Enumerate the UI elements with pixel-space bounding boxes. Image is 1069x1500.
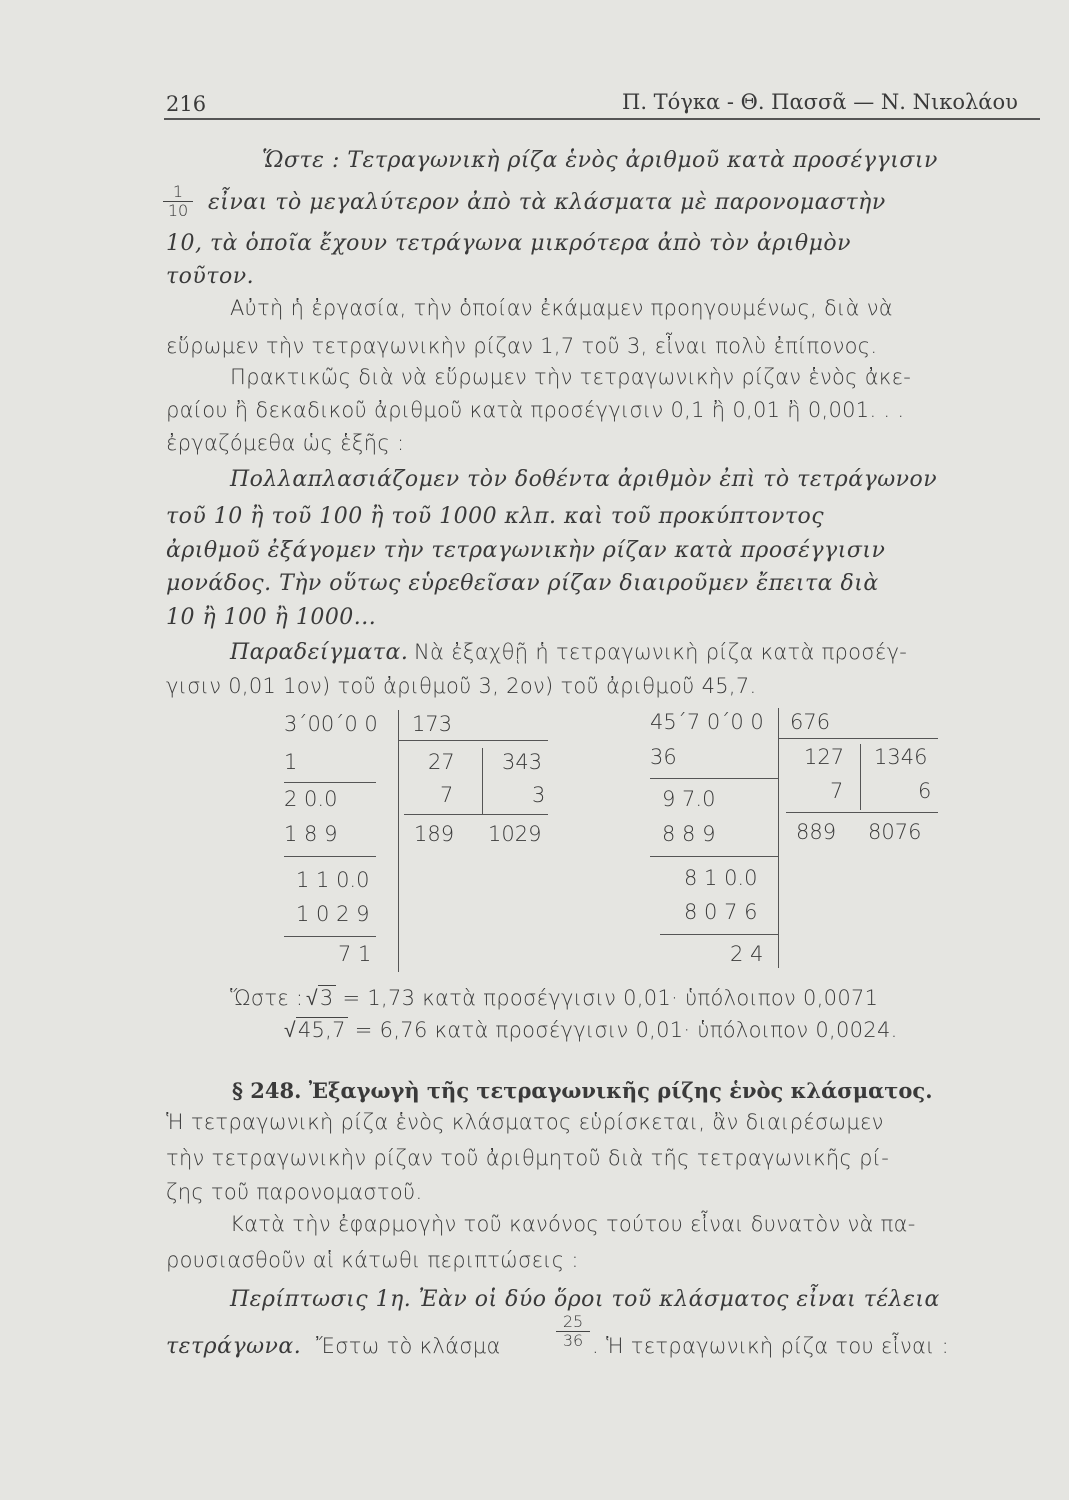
p4-line3: ἀριθμοῦ ἐξάγομεν τὴν τετραγωνικὴν ρίζαν κατὰ προσέγγισιν [166, 538, 886, 563]
fraction-25-36 [556, 1313, 590, 1350]
p3-line2: ραίου ἢ δεκαδικοῦ ἀριθμοῦ κατὰ προσέγγισιν 0,1 ἢ 0,01 ἢ 0,001. . . [166, 398, 905, 422]
fraction-numerator: 1 [163, 183, 193, 202]
case1-text-a: Ἔστω τὸ κλάσμα [316, 1334, 501, 1358]
p2-line2: εὕρωμεν τὴν τετραγωνικὴν ρίζαν 1,7 τοῦ 3, εἶναι πολὺ ἐπίπονος. [166, 334, 878, 358]
p4-line4: μονάδος. Τὴν οὕτως εὑρεθεῖσαν ρίζαν διαιροῦμεν ἔπειτα διὰ [166, 571, 879, 596]
section-line2: τὴν τετραγωνικὴν ρίζαν τοῦ ἀριθμητοῦ διὰ τῆς τετραγωνικῆς ρί- [166, 1146, 890, 1170]
calc1-trial-product: 1029 [488, 822, 542, 846]
calc1-rule [284, 782, 376, 783]
p1-line3: 10, τὰ ὁποῖα ἔχουν τετράγωνα μικρότερα ἀπὸ τὸν ἀριθμὸν [166, 231, 852, 256]
p1-line4: τοῦτον. [166, 264, 255, 289]
running-header-authors: Π. Τόγκα - Θ. Πασσᾶ — Ν. Νικολάου [622, 90, 1018, 114]
examples-line1: Νὰ ἐξαχθῇ ἡ τετραγωνικὴ ρίζα κατὰ προσέγ- [414, 640, 908, 664]
p4-line2: τοῦ 10 ἢ τοῦ 100 ἢ τοῦ 1000 κλπ. καὶ τοῦ προκύπτοντος [166, 504, 825, 529]
calc2-row: 8 8 9 [662, 822, 716, 846]
calc2-row: 8 1 0.0 [684, 866, 758, 890]
calc2-trial-product: 889 [796, 820, 837, 844]
calc2-row: 36 [650, 745, 677, 769]
case1-line1: Περίπτωσις 1η. Ἐὰν οἱ δύο ὅροι τοῦ κλάσματος εἶναι τέλεια [230, 1287, 940, 1312]
section-line5: ρουσιασθοῦν αἱ κάτωθι περιπτώσεις : [166, 1248, 579, 1272]
section-line4: Κατὰ τὴν ἐφαρμογὴν τοῦ κανόνος τούτου εἶναι δυνατὸν νὰ πα- [230, 1212, 916, 1236]
calc1-rule [284, 936, 376, 937]
calc1-radicand: 3΄00΄0 0 [284, 712, 378, 736]
calc1-trial-digit: 3 [532, 783, 546, 807]
calc1-row: 1 0 2 9 [296, 902, 370, 926]
case1-text-b: . Ἡ τετραγωνικὴ ρίζα του εἶναι : [592, 1334, 949, 1358]
calc2-trial-divisor: 1346 [874, 745, 928, 769]
result2-radicand: 45,7 [297, 1018, 346, 1042]
sqrt-sign-icon: √ [306, 986, 318, 1010]
calc1-trial-rule [404, 814, 548, 815]
calc2-row: 9 7.0 [662, 787, 716, 811]
fraction-denominator: 36 [562, 1331, 584, 1350]
calc2-radicand: 45΄7 0΄0 0 [650, 710, 764, 734]
result1-text: = 1,73 κατὰ προσέγγισιν 0,01· ὑπόλοιπον 0,0071 [342, 986, 879, 1010]
calc2-root: 676 [790, 710, 831, 734]
examples-line2: γισιν 0,01 1ον) τοῦ ἀριθμοῦ 3, 2ον) τοῦ ἀριθμοῦ 45,7. [166, 674, 757, 698]
examples-label: Παραδείγματα. [230, 640, 409, 665]
calc1-row: 2 0.0 [284, 787, 338, 811]
calc1-row: 1 8 9 [284, 822, 338, 846]
p4-line5: 10 ἢ 100 ἢ 1000... [166, 605, 377, 630]
section-line1: Ἡ τετραγωνικὴ ρίζα ἑνὸς κλάσματος εὑρίσκεται, ἂν διαιρέσωμεν [166, 1110, 884, 1134]
fraction-numerator: 25 [556, 1313, 590, 1332]
results-prefix: Ὥστε : [230, 986, 304, 1010]
calc2-rule [650, 856, 778, 857]
calc1-trial-separator [482, 748, 483, 814]
calc1-trial-product: 189 [414, 822, 455, 846]
case1-label: τετράγωνα. [166, 1334, 302, 1359]
p3-line1: Πρακτικῶς διὰ νὰ εὕρωμεν τὴν τετραγωνικὴν ρίζαν ἑνὸς ἀκε- [230, 365, 912, 389]
calc2-trial-product: 8076 [868, 820, 922, 844]
calc1-trial-divisor: 27 [428, 750, 455, 774]
calc2-rule [650, 778, 778, 779]
calc1-row: 7 1 [338, 942, 372, 966]
calc2-vertical-bar [778, 708, 779, 968]
calc1-trial-digit: 7 [440, 783, 454, 807]
header-rule [164, 118, 1040, 120]
result-sqrt-3 [306, 986, 878, 1011]
p2-line1: Αὐτὴ ἡ ἐργασία, τὴν ὁποίαν ἐκάμαμεν προηγουμένως, διὰ νὰ [230, 296, 893, 320]
p4-line1: Πολλαπλασιάζομεν τὸν δοθέντα ἀριθμὸν ἐπὶ τὸ τετράγωνον [230, 467, 938, 492]
calc2-rule [660, 934, 778, 935]
p1-line1: Ὥστε : Τετραγωνικὴ ρίζα ἑνὸς ἀριθμοῦ κατὰ προσέγγισιν [262, 148, 938, 173]
fraction-denominator: 10 [167, 201, 189, 220]
calc2-trial-digit: 7 [830, 779, 844, 803]
calc2-row: 2 4 [730, 942, 764, 966]
calc1-rule [284, 856, 376, 857]
calc2-trial-digit: 6 [918, 779, 932, 803]
calc1-trial-divisor: 343 [502, 750, 543, 774]
result2-text: = 6,76 κατὰ προσέγγισιν 0,01· ὑπόλοιπον 0,0024. [354, 1018, 898, 1042]
section-line3: ζης τοῦ παρονομαστοῦ. [166, 1180, 423, 1204]
p3-line3: ἐργαζόμεθα ὡς ἑξῆς : [166, 431, 405, 455]
calc2-root-underline [778, 738, 938, 739]
calc1-root-underline [398, 740, 548, 741]
calc1-row: 1 1 0.0 [296, 868, 370, 892]
section-248-title: § 248. Ἐξαγωγὴ τῆς τετραγωνικῆς ρίζης ἑνὸς κλάσματος. [232, 1078, 933, 1103]
calc1-root: 173 [412, 712, 453, 736]
p1-line2: εἶναι τὸ μεγαλύτερον ἀπὸ τὰ κλάσματα μὲ παρονομαστὴν [208, 190, 886, 215]
result1-radicand: 3 [319, 986, 334, 1010]
calc1-row: 1 [284, 750, 298, 774]
sqrt-sign-icon: √ [284, 1018, 296, 1042]
fraction-one-tenth [163, 183, 193, 220]
page-number: 216 [166, 92, 207, 116]
calc2-row: 8 0 7 6 [684, 900, 758, 924]
result-sqrt-45-7 [284, 1018, 898, 1043]
calc2-trial-divisor: 127 [804, 745, 845, 769]
calc2-trial-separator [860, 744, 861, 810]
calc2-trial-rule [786, 812, 938, 813]
calc1-vertical-bar [398, 710, 399, 972]
